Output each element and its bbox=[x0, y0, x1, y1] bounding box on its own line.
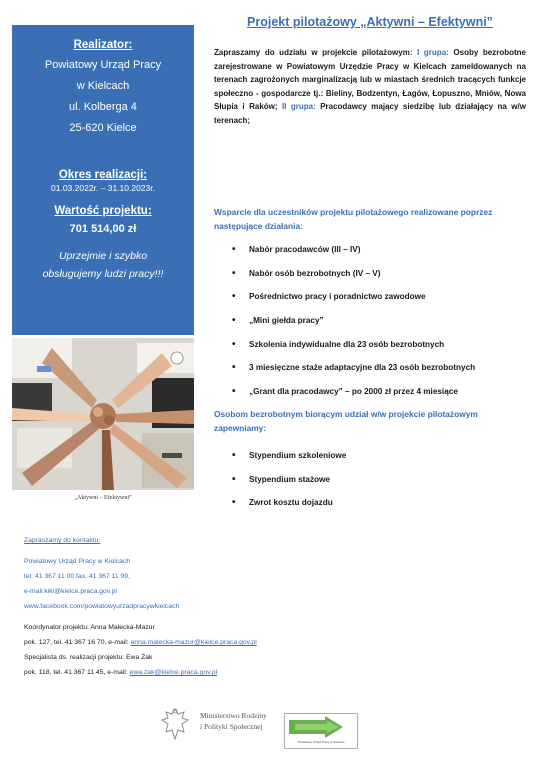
list-item: • Nabór osób bezrobotnych (IV – V) bbox=[232, 269, 532, 293]
list-item: • Zwrot kosztu dojazdu bbox=[232, 498, 532, 522]
list-item: • Nabór pracodawców (III – IV) bbox=[232, 245, 532, 269]
contact-header: Zapraszamy do kontaktu: bbox=[24, 537, 101, 544]
group-2-text: Pracodawcy mający siedzibę lub działający na w/w terenach; bbox=[214, 102, 526, 125]
realizator-header: Realizator: bbox=[73, 39, 133, 51]
list-item: • Szkolenia indywidualne dla 23 osób bezrobotnych bbox=[232, 340, 532, 364]
list-item: • Stypendium stażowe bbox=[232, 475, 532, 499]
invite-text: Zapraszamy do udziału w projekcie pilotażowym: bbox=[214, 48, 413, 57]
intro-paragraph bbox=[214, 46, 526, 127]
ministry-eagle-icon bbox=[160, 706, 190, 742]
list-item: • Pośrednictwo pracy i poradnictwo zawodowe bbox=[232, 292, 532, 316]
slogan-line-1: Uprzejmie i szybko bbox=[58, 250, 148, 262]
slogan-line-2: obsługujemy ludzi pracy!!! bbox=[42, 268, 164, 280]
street: ul. Kolberga 4 bbox=[69, 101, 137, 113]
coordinator-line: Koordynator projektu: Anna Małecka-Mazur bbox=[24, 624, 155, 631]
benefits-list bbox=[232, 451, 532, 522]
list-item: • „Mini giełda pracy” bbox=[232, 316, 532, 340]
unemployed-header: Osobom bezrobotnym biorącym udział w/w projekcie pilotażowym zapewniamy: bbox=[214, 409, 478, 433]
list-item: • Stypendium szkoleniowe bbox=[232, 451, 532, 475]
specialist-contact: pok. 118, tel. 41 367 11 45, e-mail: bbox=[24, 669, 128, 676]
pup-logo-text: Powiatowy Urząd Pracy w Kielcach bbox=[297, 740, 345, 744]
org-line-1: Powiatowy Urząd Pracy bbox=[44, 59, 162, 71]
group-2-label: II grupa: bbox=[281, 102, 316, 111]
coordinator-email-link[interactable]: anna.malecka-mazur@kielce.praca.gov.pl bbox=[130, 639, 257, 646]
coordinator-contact: pok. 127, tel. 41 367 16 70, e-mail: bbox=[24, 639, 129, 646]
contact-phones: tel. 41 367 11 00 fax. 41 367 11 99, bbox=[24, 573, 130, 580]
project-value: 701 514,00 zł bbox=[69, 223, 137, 235]
support-header: Wsparcie dla uczestników projektu pilotażowego realizowane poprzez następujące działania: bbox=[214, 207, 493, 231]
team-hands-photo bbox=[12, 338, 194, 490]
contact-org: Powiatowy Urząd Pracy w Kielcach bbox=[24, 558, 131, 565]
period-header: Okres realizacji: bbox=[58, 169, 148, 181]
period-value: 01.03.2022r. – 31.10.2023r. bbox=[51, 183, 155, 193]
org-line-2: w Kielcach bbox=[76, 80, 130, 92]
group-1-label: I grupa: bbox=[417, 48, 449, 57]
specialist-line: Specjalista ds. realizacji projektu: Ewa Żak bbox=[24, 654, 153, 661]
info-panel bbox=[12, 25, 194, 335]
list-item: • „Grant dla pracodawcy” – po 2000 zł przez 4 miesiące bbox=[232, 387, 532, 411]
page-title: Projekt pilotażowy „Aktywni – Efektywni” bbox=[247, 15, 493, 29]
specialist-email-link[interactable]: ewa.zak@kielce.praca.gov.pl bbox=[129, 669, 218, 676]
list-item: • 3 miesięczne staże adaptacyjne dla 23 osób bezrobotnych bbox=[232, 363, 532, 387]
support-list bbox=[232, 245, 532, 411]
contact-email[interactable]: e-mail:kiki@kielce.praca.gov.pl bbox=[24, 588, 117, 595]
group-1-text: Osoby bezrobotne zarejestrowane w Powiatowym Urzędzie Pracy w Kielcach zameldowanych na terenach zagrożonych marginalizacją lub w miastach średnich tracących funkcje społeczno - gospodarcze tj.: Bieliny, Bodzentyn, Łagów, Łopuszno, Mniów, Nowa Słupia i Raków; bbox=[214, 48, 526, 111]
ministry-line-1: Ministerstwo Rodziny bbox=[200, 711, 267, 720]
city: 25-620 Kielce bbox=[69, 122, 137, 134]
pup-logo bbox=[284, 713, 358, 749]
facebook-link[interactable]: www.facebook.com/powiatowyurzadpracywkielcach bbox=[24, 603, 180, 610]
contact-section bbox=[24, 533, 424, 680]
ministry-line-2: i Polityki Społecznej bbox=[200, 722, 263, 731]
ministry-logo-text bbox=[200, 710, 267, 732]
photo-caption: „Aktywni – Efektywni” bbox=[74, 495, 132, 501]
value-header: Wartość projektu: bbox=[54, 205, 152, 217]
